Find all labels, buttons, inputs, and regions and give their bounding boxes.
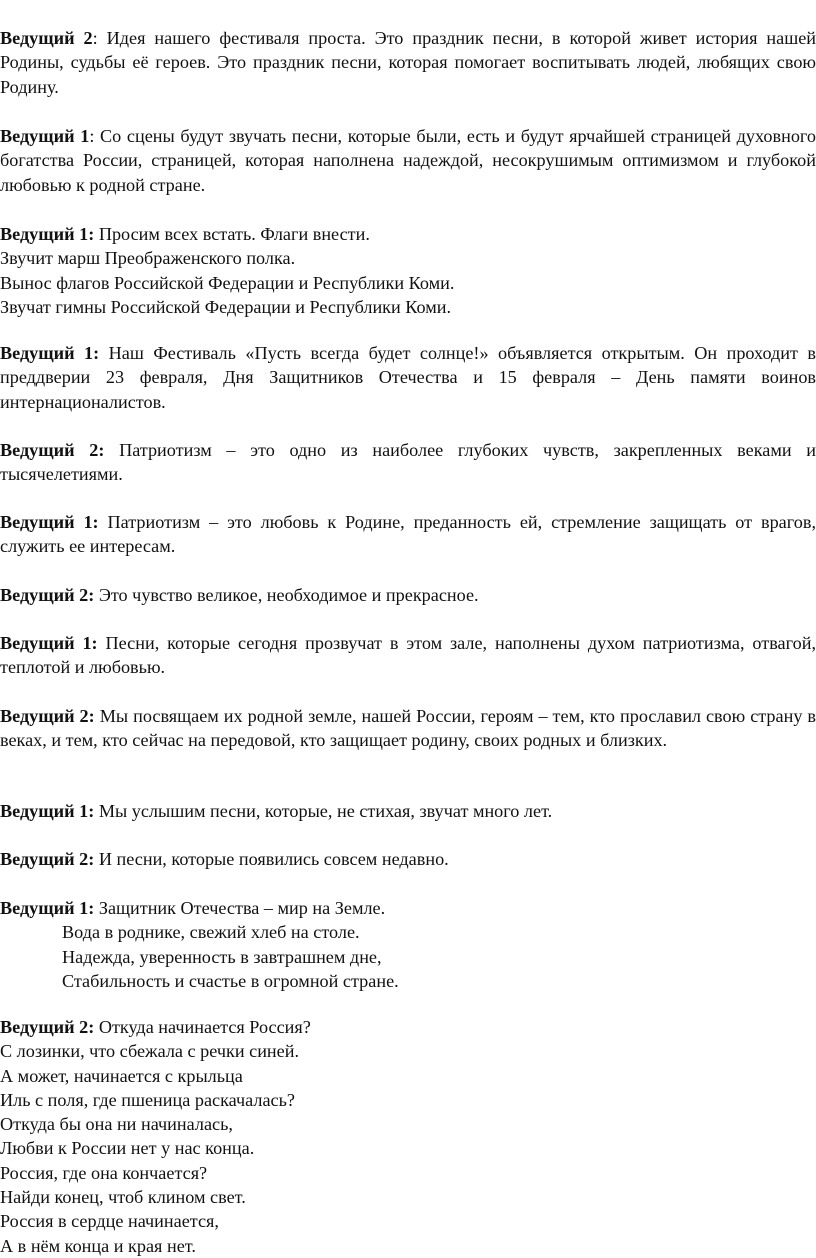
paragraph-9 xyxy=(0,704,816,753)
separator xyxy=(98,633,106,653)
paragraph-text: Откуда начинается Россия? xyxy=(98,1017,311,1037)
paragraph-text: Это чувство великое, необходимое и прекрасное. xyxy=(98,585,479,605)
paragraph-text: Наш Фестиваль «Пусть всегда будет солнце!» объявляется открытым. Он проходит в преддверии 23 февраля, Дня Защитников Отечества и 15 февраля – День памяти воинов интернационалистов. xyxy=(0,343,816,412)
paragraph-text: Просим всех встать. Флаги внести. xyxy=(98,224,370,244)
poem-line: Вода в роднике, свежий хлеб на столе. xyxy=(62,922,360,943)
paragraph-text: И песни, которые появились совсем недавно. xyxy=(98,849,449,869)
stage-direction-line: Звучат гимны Российской Федерации и Республики Коми. xyxy=(0,296,452,317)
poem-line: С лозинки, что сбежала с речки синей. xyxy=(0,1041,300,1062)
poem-line: Откуда бы она ни начиналась, xyxy=(0,1114,233,1135)
paragraph-text: Мы услышим песни, которые, не стихая, звучат много лет. xyxy=(98,801,553,821)
paragraph-text: Мы посвящаем их родной земле, нашей России, героям – тем, кто прославил свою страну в веках, и тем, кто сейчас на передовой, кто защищает родину, своих родных и близких. xyxy=(0,706,816,751)
speaker-label: Ведущий 1: xyxy=(0,343,100,363)
paragraph-text: Со сцены будут звучать песни, которые были, есть и будут ярчайшей страницей духовного богатства России, страницей, которая наполнена надеждой, несокрушимым оптимизмом и глубокой любовью к родной стране. xyxy=(0,126,816,195)
paragraph-5 xyxy=(0,438,816,487)
speaker-label: Ведущий 2 xyxy=(0,28,93,48)
paragraph-text: Патриотизм – это любовь к Родине, преданность ей, стремление защищать от врагов, служить ее интересам. xyxy=(0,512,816,557)
paragraph-6 xyxy=(0,510,816,559)
poem-line: Любви к России нет у нас конца. xyxy=(0,1138,255,1159)
paragraph-7 xyxy=(0,583,816,607)
speaker-label: Ведущий 1: xyxy=(0,512,99,532)
paragraph-text: Песни, которые сегодня прозвучат в этом зале, наполнены духом патриотизма, отвагой, теплотой и любовью. xyxy=(0,633,816,678)
poem-line: Надежда, уверенность в завтрашнем дне, xyxy=(62,946,382,967)
paragraph-3 xyxy=(0,222,816,319)
paragraph-13 xyxy=(0,1015,816,1258)
separator xyxy=(99,512,108,532)
stage-direction-line: Вынос флагов Российской Федерации и Республики Коми. xyxy=(0,272,455,293)
paragraph-2 xyxy=(0,124,816,197)
speaker-label: Ведущий 1: xyxy=(0,898,95,918)
speaker-label: Ведущий 1: xyxy=(0,633,98,653)
speaker-label: Ведущий 2: xyxy=(0,1017,95,1037)
poem-line: Россия, где она кончается? xyxy=(0,1162,208,1183)
separator xyxy=(99,343,108,363)
stage-direction-line: Звучит марш Преображенского полка. xyxy=(0,248,296,269)
paragraph-1 xyxy=(0,26,816,99)
paragraph-10 xyxy=(0,799,816,823)
poem-line: Россия в сердце начинается, xyxy=(0,1211,219,1232)
poem-line: Иль с поля, где пшеница раскачалась? xyxy=(0,1089,295,1110)
paragraph-4 xyxy=(0,341,816,414)
speaker-label: Ведущий 2: xyxy=(0,440,105,460)
paragraph-text: Патриотизм – это одно из наиболее глубоких чувств, закрепленных веками и тысячелетиями. xyxy=(0,440,816,485)
separator xyxy=(104,440,119,460)
paragraph-8 xyxy=(0,631,816,680)
speaker-label: Ведущий 1: xyxy=(0,801,95,821)
poem-line: А в нём конца и края нет. xyxy=(0,1235,196,1256)
poem-line: Найди конец, чтоб клином свет. xyxy=(0,1187,246,1208)
paragraph-text: Защитник Отечества – мир на Земле. xyxy=(98,898,386,918)
poem-line: Стабильность и счастье в огромной стране. xyxy=(62,970,399,991)
speaker-label: Ведущий 2: xyxy=(0,585,95,605)
poem-line: А может, начинается с крыльца xyxy=(0,1065,243,1086)
separator: : xyxy=(89,126,101,146)
paragraph-text: Идея нашего фестиваля проста. Это праздник песни, в которой живет история нашей Родины, судьбы её героев. Это праздник песни, которая помогает воспитывать людей, любящих свою Родину. xyxy=(0,28,816,97)
separator: : xyxy=(92,28,107,48)
speaker-label: Ведущий 2: xyxy=(0,849,95,869)
paragraph-11 xyxy=(0,847,816,871)
speaker-label: Ведущий 2: xyxy=(0,706,95,726)
speaker-label: Ведущий 1 xyxy=(0,126,90,146)
paragraph-12 xyxy=(0,896,816,993)
speaker-label: Ведущий 1: xyxy=(0,224,95,244)
